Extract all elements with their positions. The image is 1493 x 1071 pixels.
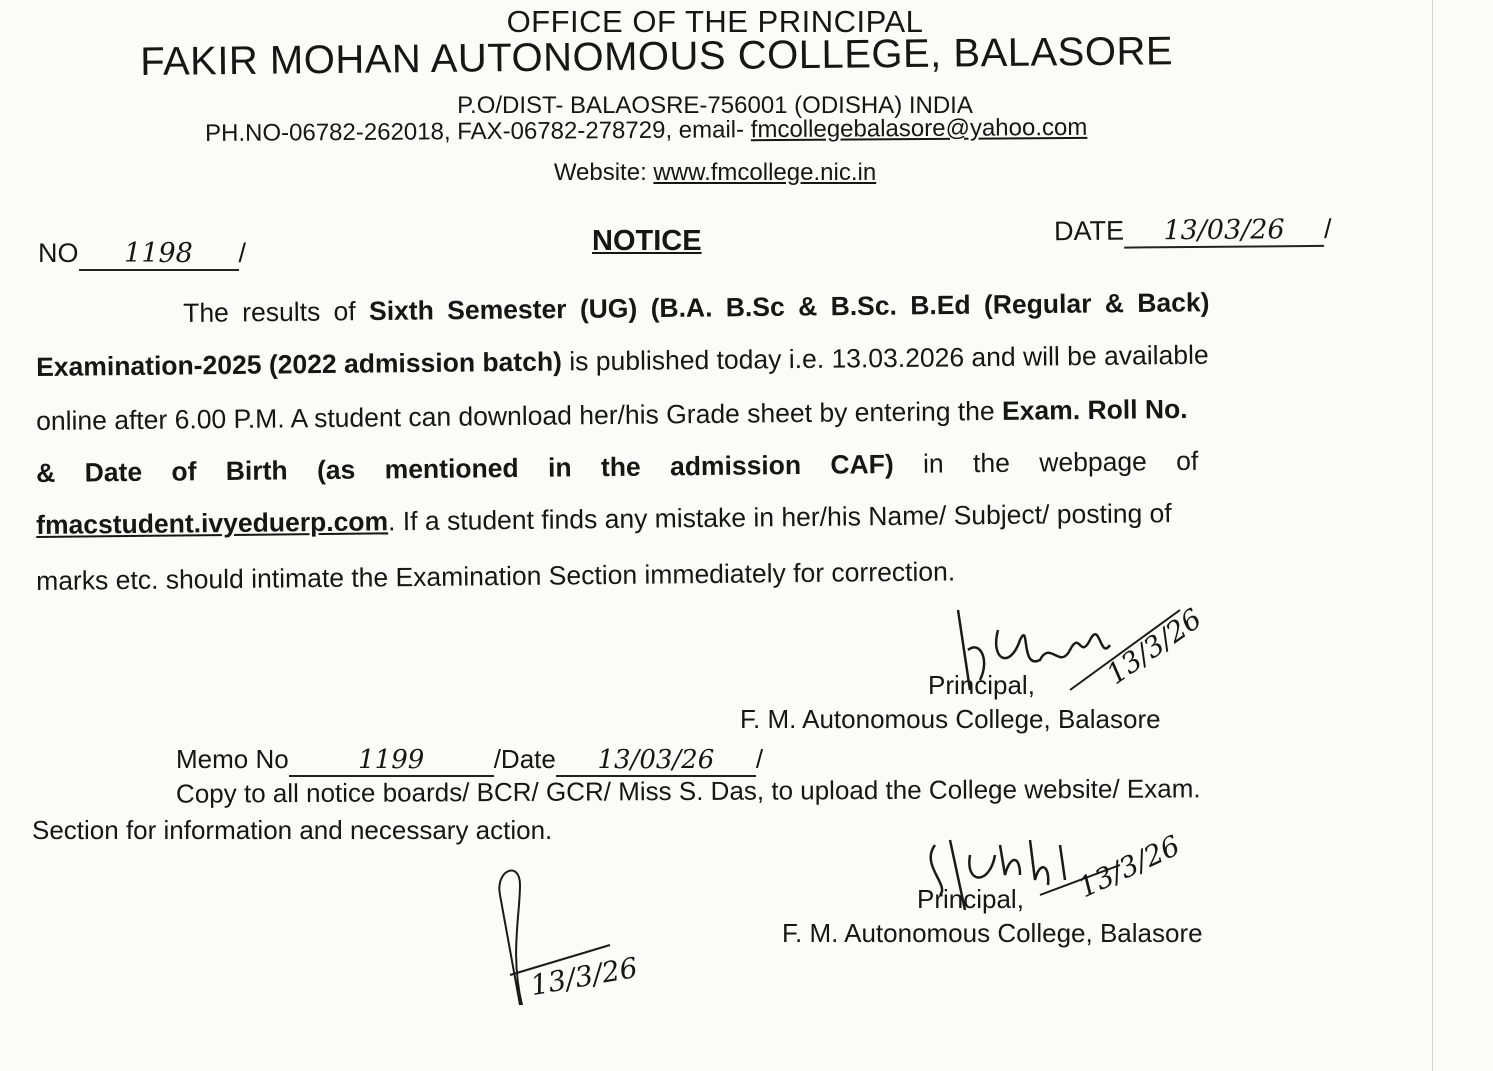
office-heading: OFFICE OF THE PRINCIPAL [506, 4, 924, 39]
memo-number: 1199 [289, 745, 494, 777]
memo-date: 13/03/26 [556, 745, 756, 777]
notice-date-suffix: / [1323, 213, 1332, 244]
contact-text: PH.NO-06782-262018, FAX-06782-278729, email- [205, 116, 751, 147]
body-line-4 [36, 446, 1198, 489]
body-text: The results of [183, 296, 370, 328]
body-line-1 [183, 287, 1210, 329]
body-line-5 [36, 498, 1172, 541]
body-text: . If a student finds any mistake in her/his Name/ Subject/ posting of [387, 498, 1172, 537]
body-bold-text: Sixth Semester (UG) (B.A. B.Sc & B.Sc. B.Ed (Regular & Back) [368, 287, 1210, 327]
email-link[interactable]: fmcollegebalasore@yahoo.com [750, 113, 1088, 144]
notice-date [1054, 214, 1332, 249]
signature-1-org: F. M. Autonomous College, Balasore [740, 704, 1161, 734]
memo-line [176, 744, 763, 777]
result-portal-link[interactable]: fmacstudent.ivyeduerp.com [36, 506, 389, 540]
body-line-6: marks etc. should intimate the Examination Section immediately for correction. [36, 556, 956, 596]
notice-date-value: 13/03/26 [1124, 214, 1324, 249]
notice-title: NOTICE [592, 225, 702, 257]
notice-number-label: NO [38, 238, 79, 268]
scan-edge-line [1432, 0, 1433, 1071]
website-label: Website: [553, 159, 654, 186]
body-text: in the webpage of [893, 445, 1199, 480]
body-bold-text: Examination-2025 (2022 admission batch) [36, 346, 563, 382]
body-line-2 [36, 340, 1209, 383]
copy-to-line-2: Section for information and necessary action. [32, 815, 553, 845]
notice-number-value: 1198 [79, 238, 239, 271]
notice-number [38, 238, 246, 271]
body-bold-text: & Date of Birth (as mentioned in the admission CAF) [36, 449, 894, 488]
memo-date-label: /Date [493, 744, 556, 774]
body-text: is published today i.e. 13.03.2026 and will be available [561, 339, 1209, 377]
body-line-3 [36, 394, 1188, 437]
initials-date: 13/3/26 [527, 950, 640, 1003]
notice-date-label: DATE [1053, 215, 1125, 247]
college-name: FAKIR MOHAN AUTONOMOUS COLLEGE, BALASORE [140, 29, 1174, 84]
college-contact [205, 114, 1087, 148]
body-bold-text: Exam. Roll No. [1001, 393, 1188, 426]
college-website [0, 159, 1430, 187]
notice-number-suffix: / [238, 238, 247, 268]
website-link[interactable]: www.fmcollege.nic.in [653, 159, 877, 186]
signature-1-title: Principal, [928, 670, 1035, 700]
signature-1-date: 13/3/26 [1100, 602, 1208, 691]
signature-2-date: 13/3/26 [1073, 828, 1185, 905]
body-text: online after 6.00 P.M. A student can download her/his Grade sheet by entering the [36, 395, 1003, 436]
college-address: P.O/DIST- BALAOSRE-756001 (ODISHA) INDIA [457, 92, 973, 119]
memo-suffix: / [755, 744, 764, 774]
signature-2-title: Principal, [917, 884, 1024, 914]
signature-2-org: F. M. Autonomous College, Balasore [782, 918, 1203, 948]
memo-label: Memo No [176, 744, 289, 774]
copy-to-line-1: Copy to all notice boards/ BCR/ GCR/ Miss S. Das, to upload the College website/ Exam. [175, 773, 1201, 809]
